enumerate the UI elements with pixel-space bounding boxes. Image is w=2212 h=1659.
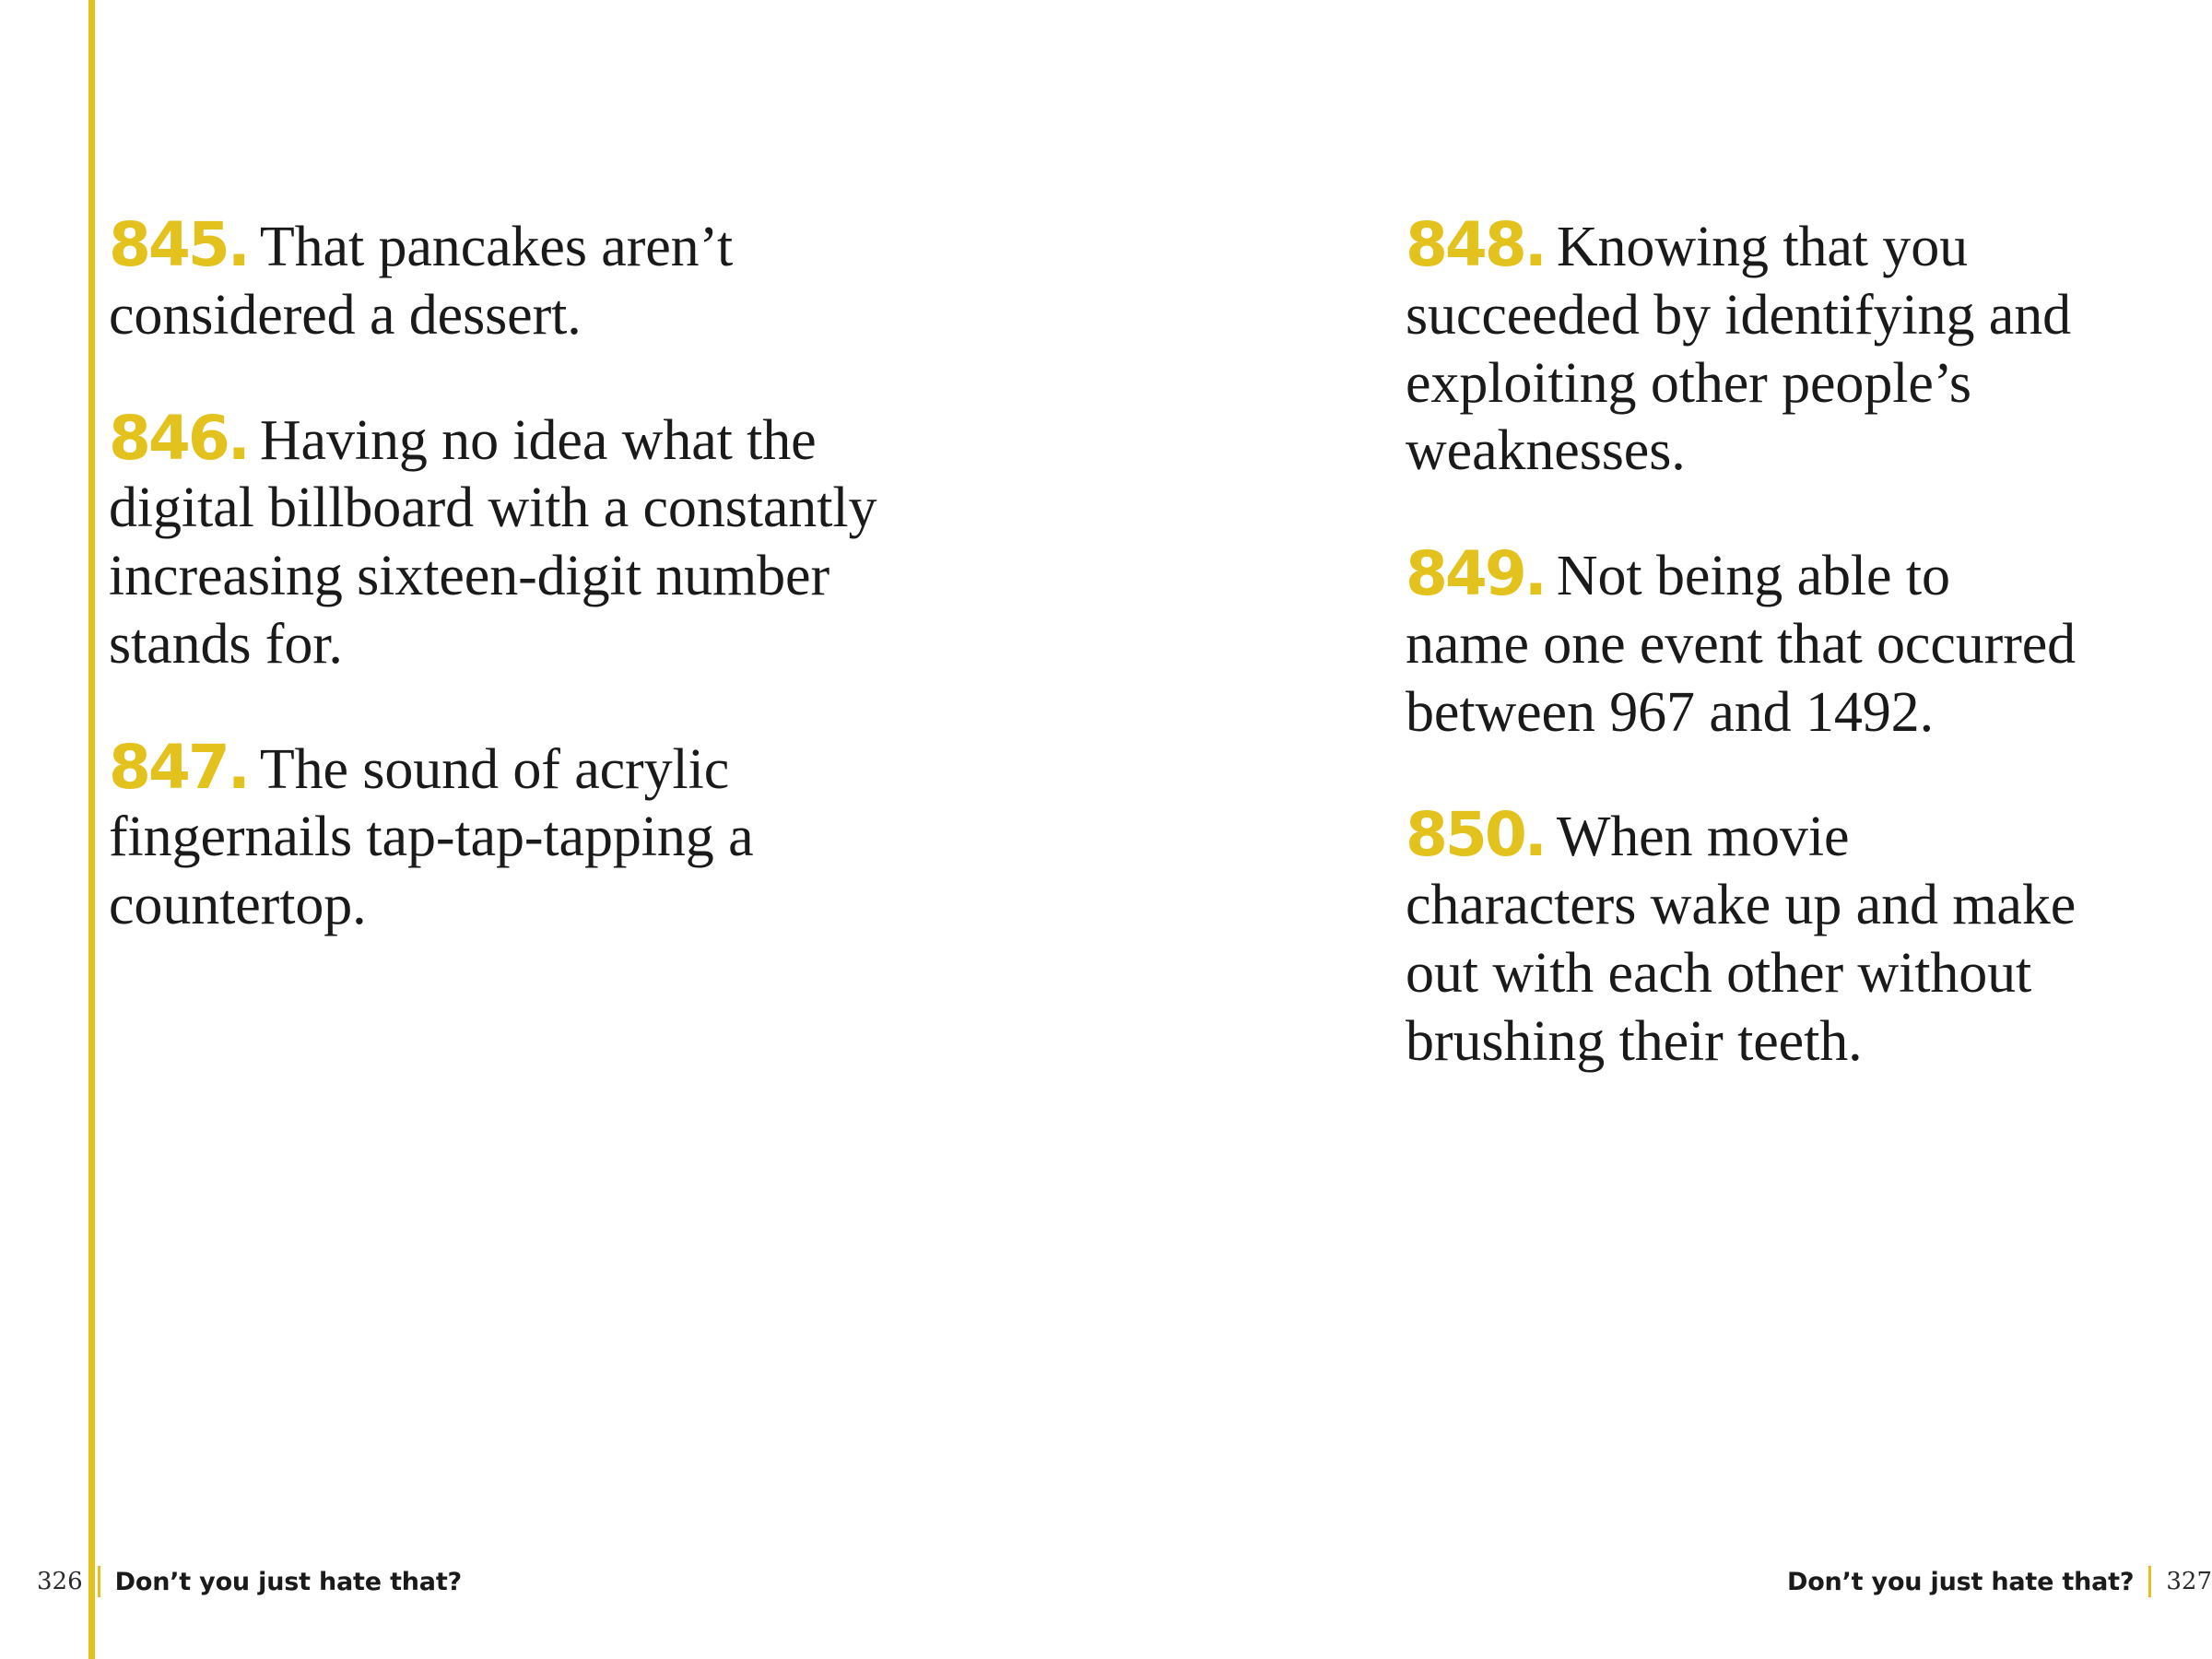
running-head: Don’t you just hate that? xyxy=(1787,1567,2135,1596)
list-item xyxy=(109,731,940,940)
entry-list-right xyxy=(1406,209,2083,1076)
list-item xyxy=(1406,209,2083,486)
entry-text: Knowing that you succeeded by identifying and exploiting other people’s weaknesses. xyxy=(1406,216,2072,483)
page-right xyxy=(1106,0,2212,1659)
entry-text: When movie characters wake up and make out with each other without brushing their teeth. xyxy=(1406,806,2077,1073)
page-footer-left xyxy=(0,1558,1143,1606)
entry-number: 849. xyxy=(1406,538,1547,610)
entry-number: 846. xyxy=(109,402,251,474)
running-head: Don’t you just hate that? xyxy=(114,1567,462,1596)
footer-divider xyxy=(2148,1566,2151,1597)
list-item xyxy=(109,402,940,679)
entry-text: Not being able to name one event that occurred between 967 and 1492. xyxy=(1406,545,2077,744)
page-number: 327 xyxy=(2166,1568,2212,1595)
page-footer-right xyxy=(1106,1558,2212,1606)
footer-divider xyxy=(98,1566,100,1597)
entry-text: That pancakes aren’t considered a dessert. xyxy=(109,216,734,347)
list-item xyxy=(1406,538,2083,747)
entry-text: The sound of acrylic fingernails tap-tap-tapping a countertop. xyxy=(109,737,754,937)
page-number: 326 xyxy=(37,1568,83,1595)
entry-number: 847. xyxy=(109,731,251,803)
entry-number: 850. xyxy=(1406,799,1547,871)
list-item xyxy=(109,209,940,350)
list-item xyxy=(1406,799,2083,1076)
entry-text: Having no idea what the digital billboard with a constantly increasing sixteen-digit number stands for. xyxy=(109,408,877,676)
entry-list-left xyxy=(109,209,940,940)
entry-number: 845. xyxy=(109,209,251,280)
entry-number: 848. xyxy=(1406,209,1547,280)
